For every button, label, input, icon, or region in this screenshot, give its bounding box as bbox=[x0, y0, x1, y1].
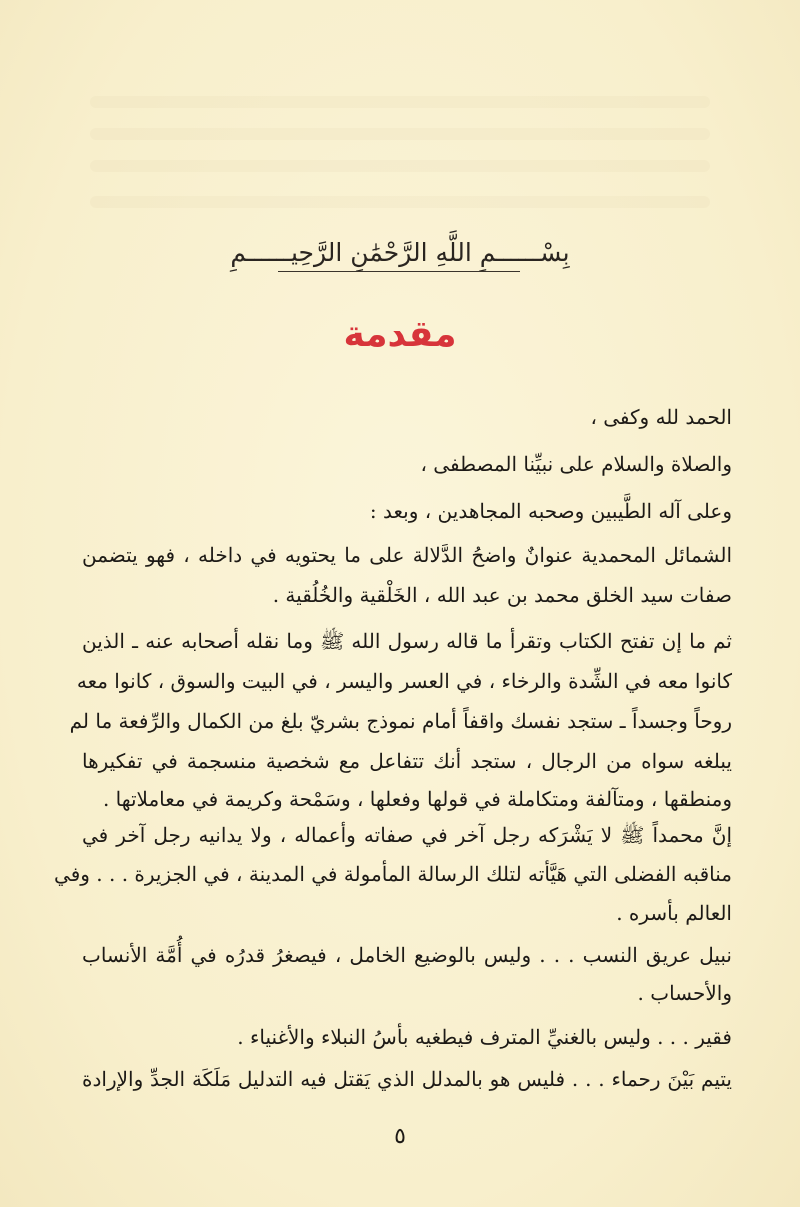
text-line: العالم بأسره . bbox=[616, 901, 732, 925]
text-line: الحمد لله وكفى ، bbox=[590, 405, 732, 429]
text-line: يبلغه سواه من الرجال ، ستجد أنك تتفاعل مع شخصية منسجمة في تفكيرها bbox=[82, 749, 732, 773]
text-line: مناقبه الفضلى التي هَيَّأته لتلك الرسالة المأمولة في المدينة ، في الجزيرة . . . وفي bbox=[54, 862, 732, 886]
page-number: ٥ bbox=[394, 1124, 406, 1149]
text-line: فقير . . . وليس بالغنيِّ المترف فيطغيه بأسُ النبلاء والأغنياء . bbox=[237, 1025, 732, 1049]
text-line: وعلى آله الطَّيبين وصحبه المجاهدين ، وبعد : bbox=[369, 499, 732, 523]
basmala-underline bbox=[278, 271, 520, 272]
text-line: صفات سيد الخلق محمد بن عبد الله ، الخَلْقية والخُلُقية . bbox=[272, 583, 732, 607]
text-line: إنَّ محمداً ﷺ لا يَشْرَكه رجل آخر في صفاته وأعماله ، ولا يدانيه رجل آخر في bbox=[82, 823, 732, 847]
basmala: بِسْــــــمِ اللَّهِ الرَّحْمَٰنِ الرَّحِيــــــمِ bbox=[230, 238, 570, 267]
show-through-line bbox=[90, 96, 710, 108]
text-line: والأحساب . bbox=[637, 981, 732, 1005]
text-line: كانوا معه في الشِّدة والرخاء ، في العسر واليسر ، في البيت والسوق ، كانوا معه bbox=[76, 669, 732, 693]
show-through-line bbox=[90, 196, 710, 208]
text-line: يتيم بَيْنَ رحماء . . . فليس هو بالمدلل الذي يَقتل فيه التدليل مَلَكَة الجدِّ والإرادة bbox=[82, 1067, 732, 1091]
page-title: مقدمة bbox=[343, 314, 457, 355]
text-line: ثم ما إن تفتح الكتاب وتقرأ ما قاله رسول الله ﷺ وما نقله أصحابه عنه ـ الذين bbox=[82, 629, 732, 653]
text-line: نبيل عريق النسب . . . وليس بالوضيع الخامل ، فيصغرُ قدرُه في أُمَّة الأنساب bbox=[82, 943, 732, 967]
text-line: الشمائل المحمدية عنوانٌ واضحُ الدَّلالة على ما يحتويه في داخله ، فهو يتضمن bbox=[82, 543, 732, 567]
text-line: والصلاة والسلام على نبيِّنا المصطفى ، bbox=[420, 452, 732, 476]
show-through-line bbox=[90, 160, 710, 172]
text-line: روحاً وجسداً ـ ستجد نفسك واقفاً أمام نموذج بشريّ بلغ من الكمال والرِّفعة ما لم bbox=[69, 709, 732, 733]
show-through-line bbox=[90, 128, 710, 140]
text-line: ومنطقها ، ومتآلفة ومتكاملة في قولها وفعلها ، وسَمْحة وكريمة في معاملاتها . bbox=[102, 787, 732, 811]
